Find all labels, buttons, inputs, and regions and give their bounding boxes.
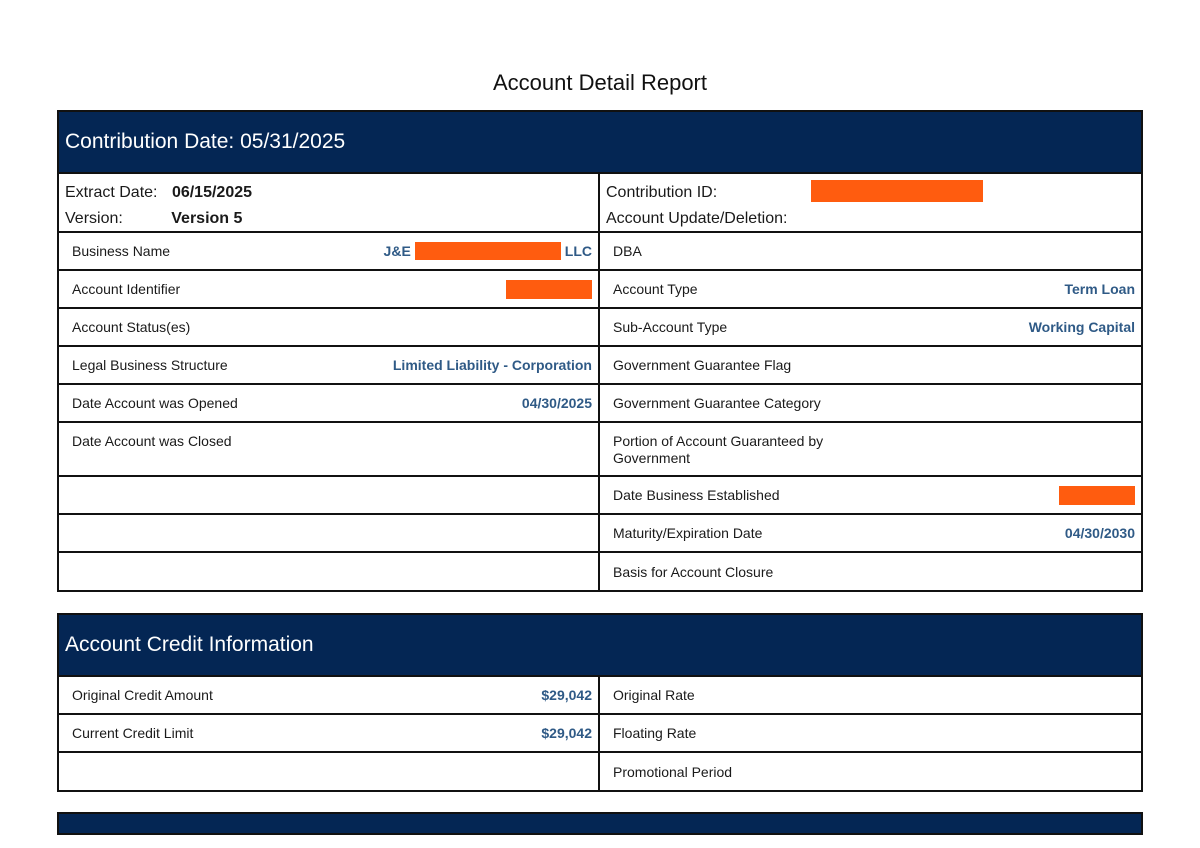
- empty-cell: [59, 553, 600, 590]
- account-identifier-label: Account Identifier: [72, 281, 181, 297]
- next-section-header: [57, 812, 1143, 835]
- account-type-value: Term Loan: [1064, 281, 1135, 297]
- date-opened-cell: [59, 385, 600, 421]
- table-row: [59, 677, 1141, 715]
- original-credit-value: $29,042: [541, 687, 592, 703]
- table-row: [59, 477, 1141, 515]
- legal-structure-cell: [59, 347, 600, 383]
- business-name-suffix: LLC: [564, 243, 592, 259]
- credit-info-section: [57, 613, 1143, 792]
- portion-guaranteed-cell: [600, 423, 1141, 475]
- dba-cell: [600, 233, 1141, 269]
- account-type-label: Account Type: [613, 281, 698, 297]
- current-credit-label: Current Credit Limit: [72, 725, 194, 741]
- date-established-label: Date Business Established: [613, 487, 780, 503]
- business-name-cell: [59, 233, 600, 269]
- business-name-redaction: [415, 242, 561, 260]
- table-row: [59, 753, 1141, 790]
- maturity-date-cell: [600, 515, 1141, 551]
- promotional-period-label: Promotional Period: [613, 763, 733, 780]
- floating-rate-cell: [600, 715, 1141, 751]
- table-row: [59, 347, 1141, 385]
- basis-closure-label: Basis for Account Closure: [613, 563, 774, 580]
- account-update-line: [606, 206, 1135, 232]
- table-row: [59, 715, 1141, 753]
- maturity-date-value: 04/30/2030: [1064, 525, 1135, 541]
- extract-date-value: 06/15/2025: [171, 184, 253, 201]
- empty-cell: [59, 477, 600, 513]
- table-row: [59, 515, 1141, 553]
- original-rate-cell: [600, 677, 1141, 713]
- gov-guarantee-category-cell: [600, 385, 1141, 421]
- dba-label: DBA: [613, 243, 642, 259]
- legal-structure-label: Legal Business Structure: [72, 357, 228, 373]
- sub-account-type-label: Sub-Account Type: [613, 319, 728, 335]
- version-line: [65, 206, 592, 232]
- report-title: Account Detail Report: [493, 70, 707, 95]
- contribution-section: [57, 110, 1143, 592]
- basis-closure-cell: [600, 553, 1141, 590]
- gov-guarantee-category-label: Government Guarantee Category: [613, 395, 821, 411]
- business-name-value: [384, 242, 592, 260]
- contribution-id-line: [606, 180, 1135, 206]
- account-status-label: Account Status(es): [72, 319, 191, 335]
- contribution-id-label: Contribution ID:: [606, 184, 718, 201]
- account-identifier-cell: [59, 271, 600, 307]
- version-value: Version 5: [171, 210, 243, 227]
- date-closed-cell: [59, 423, 600, 475]
- account-status-cell: [59, 309, 600, 345]
- current-credit-cell: [59, 715, 600, 751]
- portion-guaranteed-label-line2: Government: [613, 450, 691, 466]
- promotional-period-cell: [600, 753, 1141, 790]
- sub-account-type-cell: [600, 309, 1141, 345]
- floating-rate-label: Floating Rate: [613, 725, 697, 741]
- account-type-cell: [600, 271, 1141, 307]
- maturity-date-label: Maturity/Expiration Date: [613, 525, 763, 541]
- extract-date-label: Extract Date:: [65, 184, 158, 201]
- extract-date-line: [65, 180, 592, 206]
- date-closed-label: Date Account was Closed: [72, 433, 232, 449]
- gov-guarantee-flag-label: Government Guarantee Flag: [613, 357, 792, 373]
- extract-info-cell: [59, 174, 600, 231]
- table-row: [59, 271, 1141, 309]
- business-name-label: Business Name: [72, 243, 171, 259]
- table-row: [59, 309, 1141, 347]
- original-credit-cell: [59, 677, 600, 713]
- date-established-cell: [600, 477, 1141, 513]
- portion-guaranteed-label: [613, 433, 823, 467]
- gov-guarantee-flag-cell: [600, 347, 1141, 383]
- extract-info-row: [59, 174, 1141, 233]
- date-opened-value: 04/30/2025: [521, 395, 592, 411]
- portion-guaranteed-label-line1: Portion of Account Guaranteed by: [613, 433, 824, 449]
- contribution-id-cell: [600, 174, 1141, 231]
- current-credit-value: $29,042: [541, 725, 592, 741]
- table-row: [59, 423, 1141, 477]
- table-row: [59, 385, 1141, 423]
- empty-cell: [59, 753, 600, 790]
- contribution-date-header: Contribution Date: 05/31/2025: [59, 112, 1141, 174]
- date-opened-label: Date Account was Opened: [72, 395, 238, 411]
- table-row: [59, 553, 1141, 590]
- empty-cell: [59, 515, 600, 551]
- sub-account-type-value: Working Capital: [1028, 319, 1135, 335]
- table-row: [59, 233, 1141, 271]
- date-established-redaction: [1059, 486, 1135, 505]
- credit-info-header: Account Credit Information: [59, 615, 1141, 677]
- business-name-prefix: J&E: [383, 243, 411, 259]
- contribution-id-redaction: [811, 180, 983, 202]
- original-rate-label: Original Rate: [613, 687, 695, 703]
- original-credit-label: Original Credit Amount: [72, 687, 213, 703]
- version-label: Version:: [65, 210, 123, 227]
- legal-structure-value: Limited Liability - Corporation: [392, 357, 592, 373]
- account-identifier-redaction: [506, 280, 592, 299]
- account-update-label: Account Update/Deletion:: [606, 210, 788, 227]
